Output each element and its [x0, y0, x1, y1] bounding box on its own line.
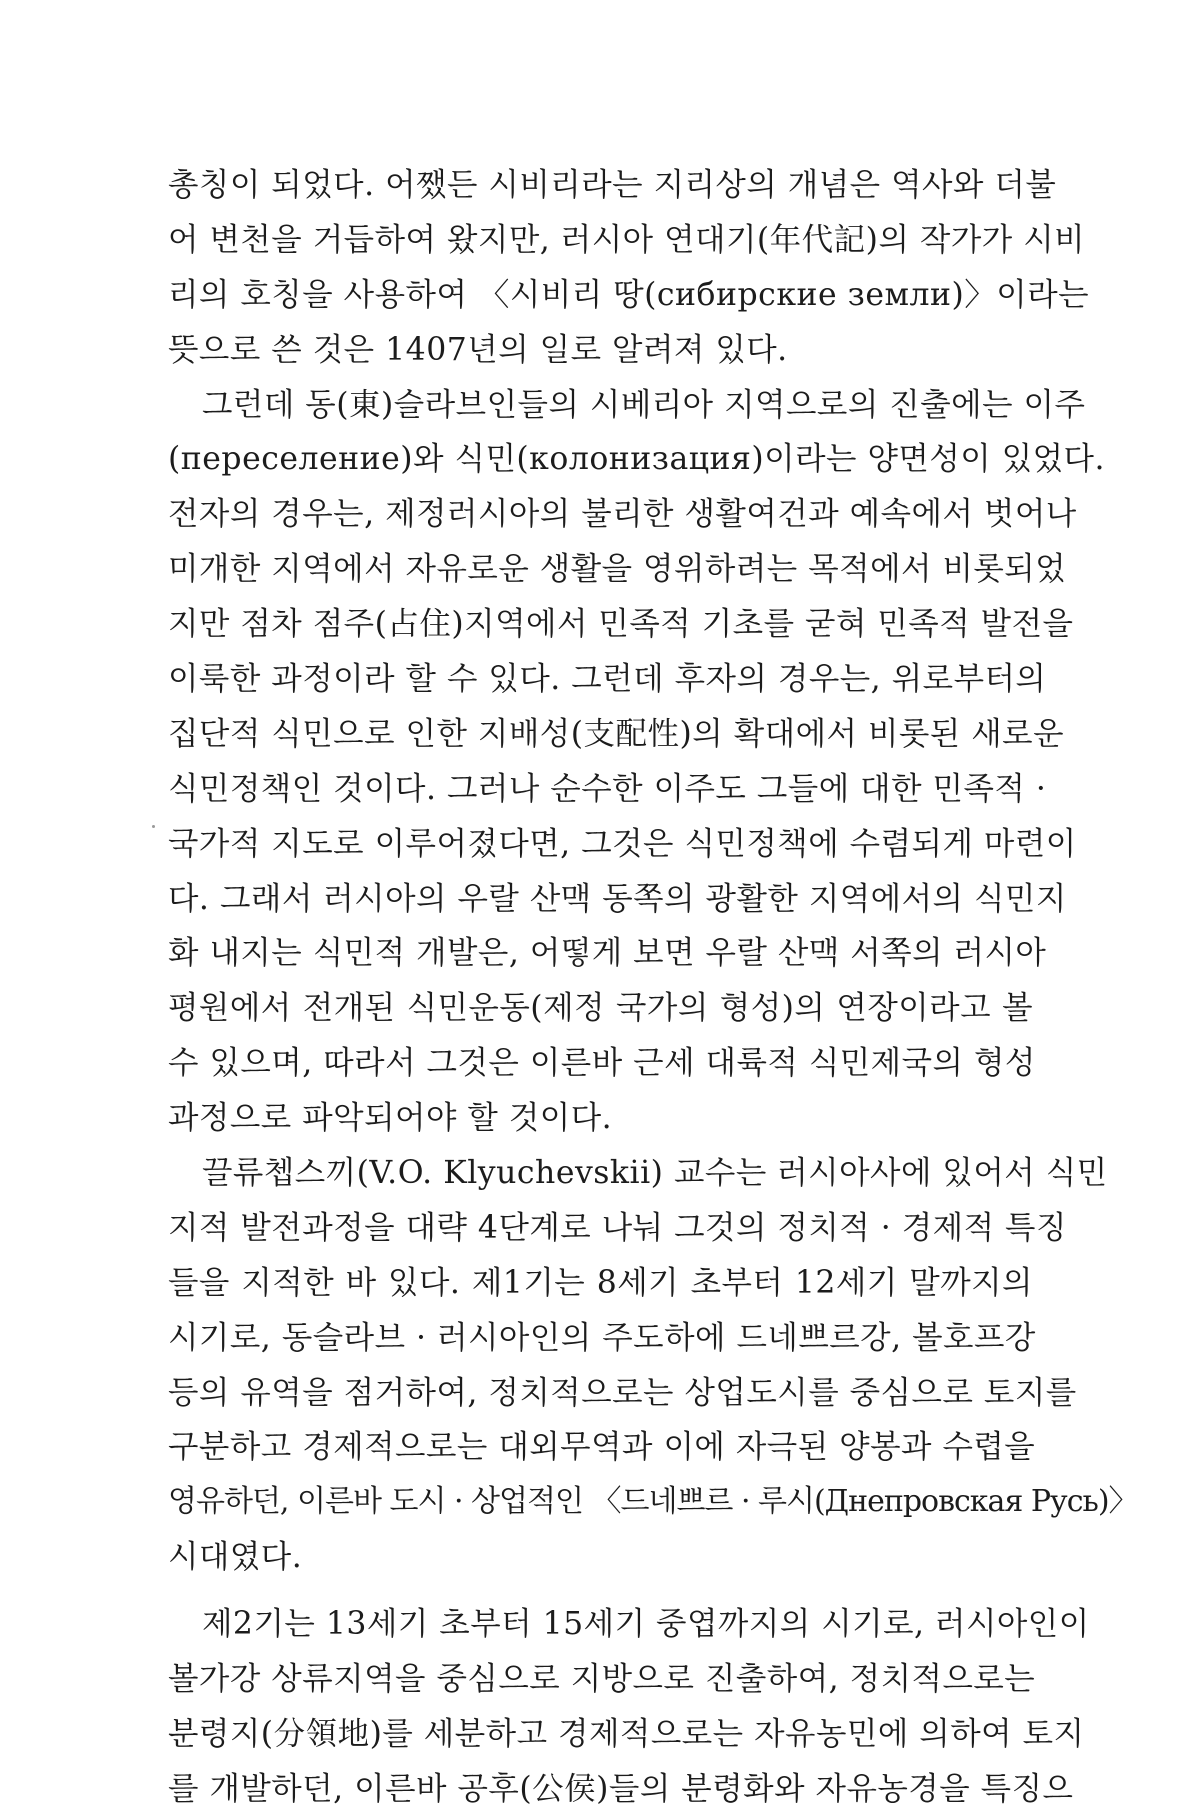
text-line: 시기로, 동슬라브 · 러시아인의 주도하에 드네쁘르강, 볼호프강: [168, 1319, 1036, 1356]
text-line: 다. 그래서 러시아의 우랄 산맥 동쪽의 광활한 지역에서의 식민지: [168, 880, 1067, 917]
text-line: 뜻으로 쓴 것은 1407년의 일로 알려져 있다.: [168, 331, 788, 368]
text-line: 수 있으며, 따라서 그것은 이른바 근세 대륙적 식민제국의 형성: [168, 1045, 1036, 1082]
text-line: 국가적 지도로 이루어졌다면, 그것은 식민정책에 수렴되게 마련이: [168, 825, 1077, 862]
text-line: 끌류쳅스끼(V.O. Klyuchevskii) 교수는 러시아사에 있어서 식민: [202, 1155, 1108, 1192]
text-line: 식민정책인 것이다. 그러나 순수한 이주도 그들에 대한 민족적 ·: [168, 770, 1047, 807]
text-line: 과정으로 파악되어야 할 것이다.: [168, 1100, 613, 1137]
text-line: 어 변천을 거듭하여 왔지만, 러시아 연대기(年代記)의 작가가 시비: [168, 221, 1086, 258]
text-line: 등의 유역을 점거하여, 정치적으로는 상업도시를 중심으로 토지를: [168, 1374, 1077, 1411]
text-line: 총칭이 되었다. 어쨌든 시비리라는 지리상의 개념은 역사와 더불: [168, 167, 1057, 203]
text-line: 지적 발전과정을 대략 4단계로 나눠 그것의 정치적 · 경제적 특징: [168, 1209, 1067, 1246]
text-line: 시대였다.: [168, 1539, 303, 1576]
text-line: 들을 지적한 바 있다. 제1기는 8세기 초부터 12세기 말까지의: [168, 1264, 1033, 1301]
text-line: 화 내지는 식민적 개발은, 어떻게 보면 우랄 산맥 서쪽의 러시아: [168, 935, 1047, 972]
text-line: 영유하던, 이른바 도시 · 상업적인 〈드네쁘르 · 루시(Днепровская Русь)〉: [168, 1484, 1138, 1520]
text-line: (переселение)와 식민(колонизация)이라는 양면성이 있었다.: [168, 441, 1105, 478]
text-line: 평원에서 전개된 식민운동(제정 국가의 형성)의 연장이라고 볼: [168, 990, 1033, 1027]
text-line: 이룩한 과정이라 할 수 있다. 그런데 후자의 경우는, 위로부터의: [168, 661, 1047, 698]
text-line: 제2기는 13세기 초부터 15세기 중엽까지의 시기로, 러시아인이: [202, 1606, 1090, 1643]
text-line: 볼가강 상류지역을 중심으로 지방으로 진출하여, 정치적으로는: [168, 1661, 1036, 1698]
text-line: 전자의 경우는, 제정러시아의 불리한 생활여건과 예속에서 벗어나: [168, 496, 1077, 533]
text-line: 집단적 식민으로 인한 지배성(支配性)의 확대에서 비롯된 새로운: [168, 715, 1065, 752]
paragraph-gap: [168, 1585, 1033, 1597]
body-text: [168, 158, 1138, 1817]
text-line: 분령지(分領地)를 세분하고 경제적으로는 자유농민에 의하여 토지: [168, 1715, 1085, 1752]
text-line: 구분하고 경제적으로는 대외무역과 이에 자극된 양봉과 수렵을: [168, 1429, 1036, 1466]
text-line: 를 개발하던, 이른바 공후(公侯)들의 분령화와 자유농경을 특징으: [168, 1770, 1074, 1807]
text-line: 미개한 지역에서 자유로운 생활을 영위하려는 목적에서 비롯되었: [168, 551, 1067, 588]
text-line: 그런데 동(東)슬라브인들의 시베리아 지역으로의 진출에는 이주: [202, 386, 1086, 423]
margin-mark: [152, 825, 155, 828]
text-line: 지만 점차 점주(占住)지역에서 민족적 기초를 굳혀 민족적 발전을: [168, 606, 1074, 643]
text-line: 리의 호칭을 사용하여 〈시비리 땅(сибирские земли)〉이라는: [168, 276, 1090, 313]
